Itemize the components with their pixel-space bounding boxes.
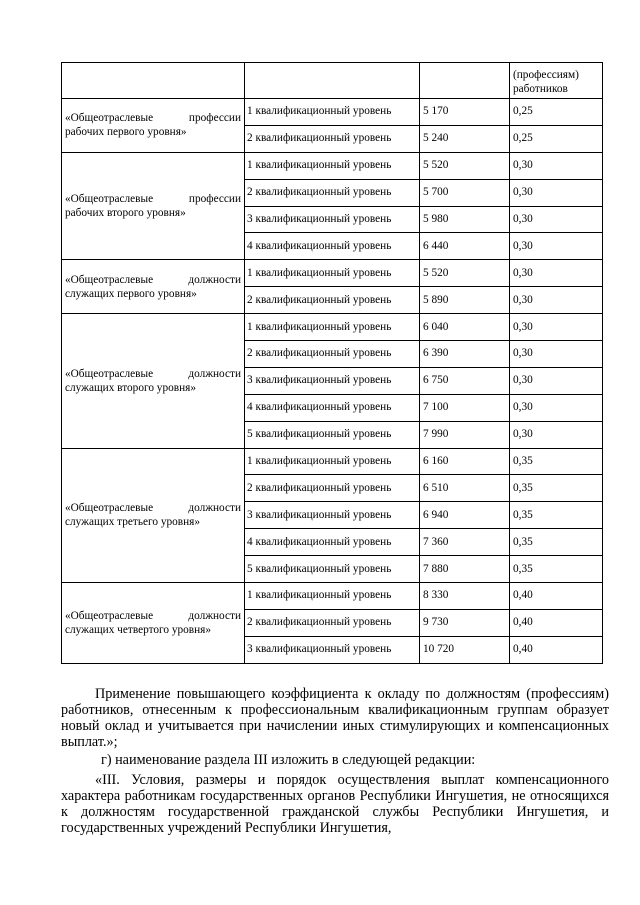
coefficient-cell: 0,30 bbox=[510, 367, 603, 394]
group-name-cell: «Общеотраслевые профессии рабочих первого уровня» bbox=[62, 99, 245, 153]
coefficient-cell: 0,25 bbox=[510, 99, 603, 126]
table-row bbox=[62, 448, 603, 475]
salary-cell: 5 890 bbox=[420, 287, 510, 314]
level-cell: 1 квалификационный уровень bbox=[245, 152, 420, 179]
group-name-cell: «Общеотраслевые должности служащих второго уровня» bbox=[62, 314, 245, 448]
level-cell: 2 квалификационный уровень bbox=[245, 475, 420, 502]
coefficient-cell: 0,25 bbox=[510, 125, 603, 152]
salary-cell: 6 750 bbox=[420, 367, 510, 394]
salary-cell: 5 240 bbox=[420, 125, 510, 152]
level-cell: 4 квалификационный уровень bbox=[245, 394, 420, 421]
level-cell: 4 квалификационный уровень bbox=[245, 529, 420, 556]
coefficient-cell: 0,35 bbox=[510, 556, 603, 583]
coefficient-cell: 0,35 bbox=[510, 529, 603, 556]
salary-cell: 8 330 bbox=[420, 583, 510, 610]
header-coefficient-text: (профессиям) работников bbox=[513, 69, 579, 95]
coefficient-cell: 0,40 bbox=[510, 636, 603, 663]
level-cell: 2 квалификационный уровень bbox=[245, 125, 420, 152]
group-name-cell: «Общеотраслевые должности служащих третьего уровня» bbox=[62, 448, 245, 582]
salary-cell: 5 700 bbox=[420, 179, 510, 206]
table-header-row bbox=[62, 63, 603, 99]
level-cell: 5 квалификационный уровень bbox=[245, 556, 420, 583]
level-cell: 2 квалификационный уровень bbox=[245, 287, 420, 314]
coefficient-cell: 0,30 bbox=[510, 421, 603, 448]
level-cell: 2 квалификационный уровень bbox=[245, 179, 420, 206]
coefficient-cell: 0,30 bbox=[510, 394, 603, 421]
level-cell: 4 квалификационный уровень bbox=[245, 233, 420, 260]
coefficient-cell: 0,35 bbox=[510, 502, 603, 529]
salary-cell: 5 980 bbox=[420, 206, 510, 233]
header-cell-coefficient bbox=[510, 63, 603, 99]
level-cell: 3 квалификационный уровень bbox=[245, 206, 420, 233]
level-cell: 3 квалификационный уровень bbox=[245, 636, 420, 663]
coefficient-cell: 0,30 bbox=[510, 341, 603, 368]
salary-cell: 7 990 bbox=[420, 421, 510, 448]
salary-cell: 7 100 bbox=[420, 394, 510, 421]
salary-cell: 10 720 bbox=[420, 636, 510, 663]
level-cell: 5 квалификационный уровень bbox=[245, 421, 420, 448]
coefficient-cell: 0,30 bbox=[510, 260, 603, 287]
coefficient-cell: 0,30 bbox=[510, 233, 603, 260]
coefficient-cell: 0,30 bbox=[510, 152, 603, 179]
group-name-cell: «Общеотраслевые должности служащих четвертого уровня» bbox=[62, 583, 245, 664]
salary-table bbox=[61, 62, 603, 664]
header-cell-level bbox=[245, 63, 420, 99]
header-cell-group bbox=[62, 63, 245, 99]
salary-cell: 6 160 bbox=[420, 448, 510, 475]
table-row bbox=[62, 583, 603, 610]
paragraph-coefficient-application: Применение повышающего коэффициента к окладу по должностям (профессиям) работников, отнесенным к профессиональным квалификационным группам образует новый оклад и учитывается при начислении иных стимулирующих и компенсационных выплат.»; bbox=[61, 686, 609, 750]
paragraph-section-rename: г) наименование раздела III изложить в следующей редакции: bbox=[101, 752, 476, 768]
salary-cell: 5 520 bbox=[420, 260, 510, 287]
level-cell: 2 квалификационный уровень bbox=[245, 609, 420, 636]
group-name-cell: «Общеотраслевые должности служащих первого уровня» bbox=[62, 260, 245, 314]
coefficient-cell: 0,35 bbox=[510, 448, 603, 475]
salary-table-body bbox=[62, 63, 603, 664]
salary-cell: 9 730 bbox=[420, 609, 510, 636]
salary-cell: 6 510 bbox=[420, 475, 510, 502]
coefficient-cell: 0,30 bbox=[510, 179, 603, 206]
group-name-cell: «Общеотраслевые профессии рабочих второго уровня» bbox=[62, 152, 245, 260]
salary-cell: 6 440 bbox=[420, 233, 510, 260]
level-cell: 3 квалификационный уровень bbox=[245, 502, 420, 529]
coefficient-cell: 0,30 bbox=[510, 287, 603, 314]
salary-cell: 7 360 bbox=[420, 529, 510, 556]
salary-cell: 5 170 bbox=[420, 99, 510, 126]
table-row bbox=[62, 99, 603, 126]
coefficient-cell: 0,30 bbox=[510, 206, 603, 233]
level-cell: 1 квалификационный уровень bbox=[245, 314, 420, 341]
level-cell: 1 квалификационный уровень bbox=[245, 448, 420, 475]
level-cell: 2 квалификационный уровень bbox=[245, 341, 420, 368]
coefficient-cell: 0,30 bbox=[510, 314, 603, 341]
salary-cell: 5 520 bbox=[420, 152, 510, 179]
salary-cell: 6 040 bbox=[420, 314, 510, 341]
salary-cell: 6 940 bbox=[420, 502, 510, 529]
table-row bbox=[62, 314, 603, 341]
coefficient-cell: 0,40 bbox=[510, 609, 603, 636]
level-cell: 1 квалификационный уровень bbox=[245, 583, 420, 610]
header-cell-salary bbox=[420, 63, 510, 99]
table-row bbox=[62, 260, 603, 287]
level-cell: 1 квалификационный уровень bbox=[245, 99, 420, 126]
coefficient-cell: 0,35 bbox=[510, 475, 603, 502]
table-row bbox=[62, 152, 603, 179]
coefficient-cell: 0,40 bbox=[510, 583, 603, 610]
salary-cell: 7 880 bbox=[420, 556, 510, 583]
salary-cell: 6 390 bbox=[420, 341, 510, 368]
paragraph-section-title: «III. Условия, размеры и порядок осуществления выплат компенсационного характера работникам государственных органов Республики Ингушетия, не относящихся к должностям государственной гражданской службы Республики Ингушетия, и государственных учреждений Республики Ингушетия, bbox=[61, 772, 609, 836]
level-cell: 1 квалификационный уровень bbox=[245, 260, 420, 287]
level-cell: 3 квалификационный уровень bbox=[245, 367, 420, 394]
